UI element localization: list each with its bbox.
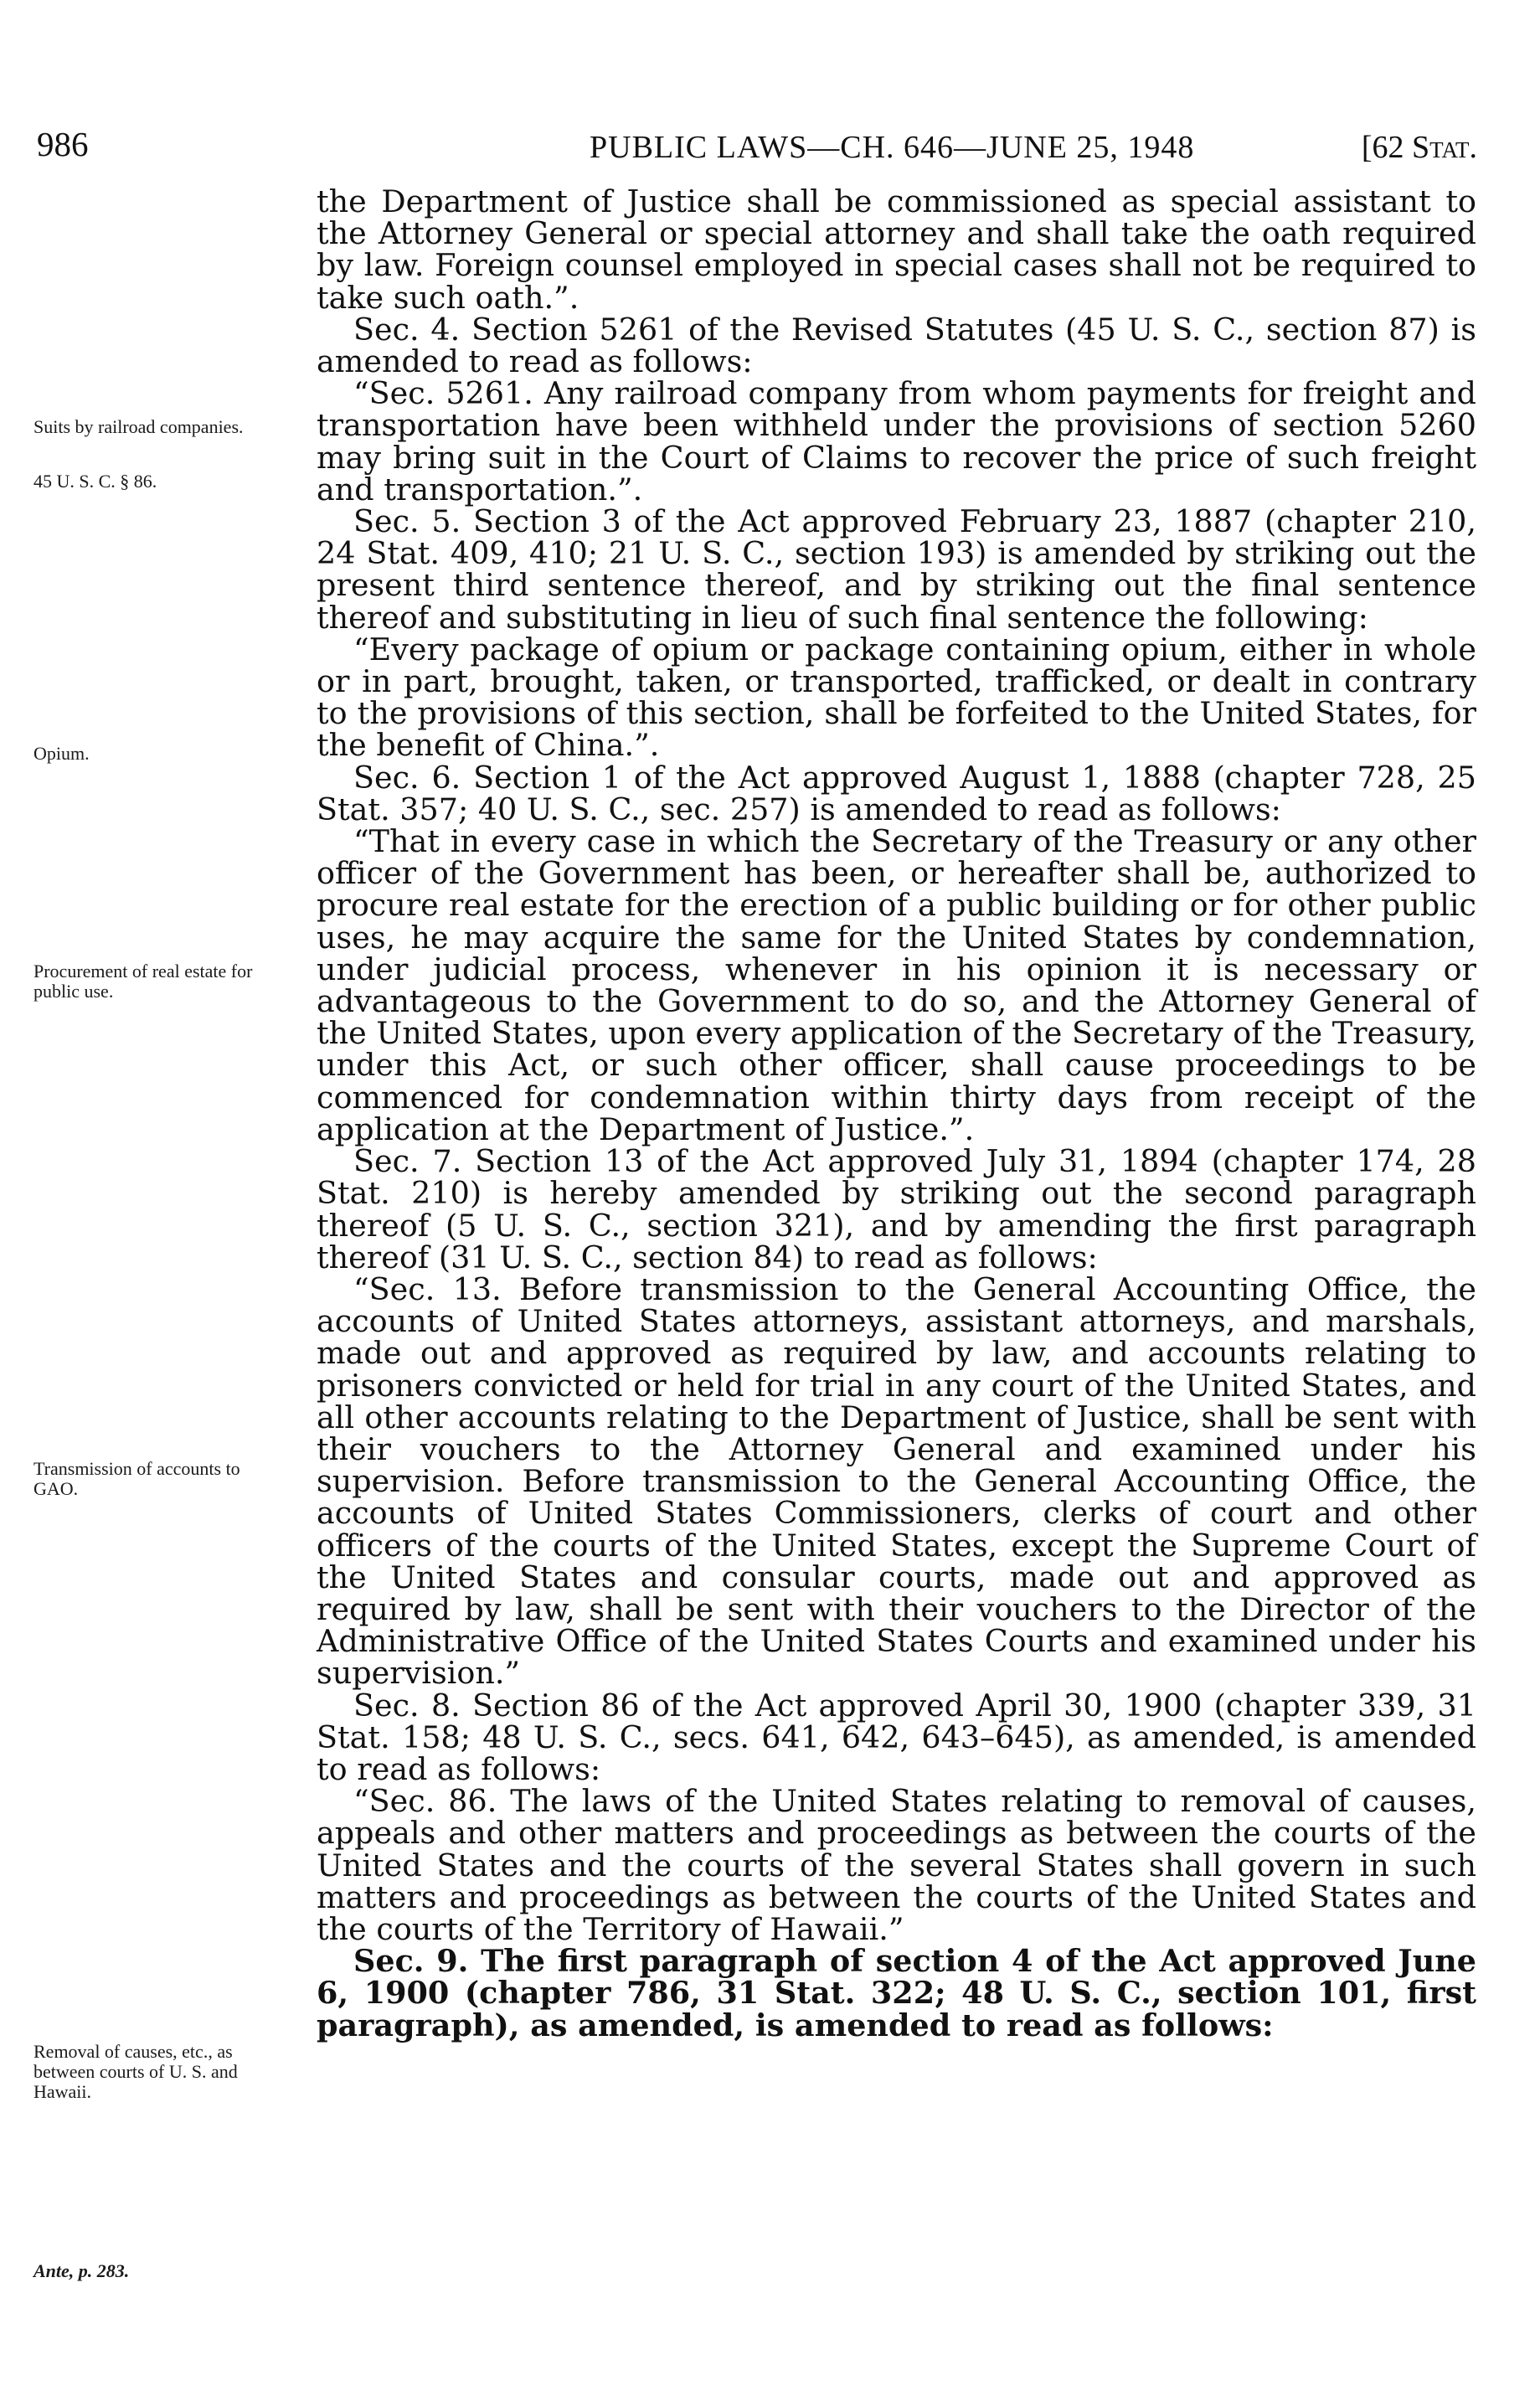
- quoted-paragraph: “Sec. 86. The laws of the United States relating to removal of causes, appeals and other matters and proceedings as between the courts of the United States and the courts of the several States shall govern in such matters and proceedings as between the courts of the United States and the courts of the Territory of Hawaii.”: [317, 1783, 1476, 1947]
- margin-note: Procurement of real estate for public use.: [33, 961, 253, 1002]
- margin-note: Transmission of accounts to GAO.: [33, 1458, 240, 1499]
- margin-note: 45 U. S. C. § 86.: [33, 471, 157, 492]
- paragraph: the Department of Justice shall be commissioned as special assistant to the Attorney General or special attorney and shall take the oath required by law. Foreign counsel employed in special cases shall not be required to take such oath.”.: [317, 183, 1476, 316]
- section-paragraph: Sec. 8. Section 86 of the Act approved April 30, 1900 (chapter 339, 31 Stat. 158; 48 U. S. C., secs. 641, 642, 643–645), as amended, is amended to read as follows:: [317, 1687, 1476, 1787]
- margin-note: Opium.: [33, 743, 90, 764]
- statute-body: [317, 183, 1476, 2043]
- page-number: 986: [37, 125, 89, 163]
- quoted-paragraph: “That in every case in which the Secretary of the Treasury or any other officer of the Government has been, or hereafter shall be, authorized to procure real estate for the erection of a public building or for other public uses, he may acquire the same for the United States by condemnation, under judicial process, whenever in his opinion it is necessary or advantageous to the Government to do so, and the Attorney General of the United States, upon every application of the Secretary of the Treasury, under this Act, or such other officer, shall cause proceedings to be commenced for condemnation within thirty days from receipt of the application at the Department of Justice.”.: [317, 823, 1476, 1147]
- section-paragraph: Sec. 6. Section 1 of the Act approved August 1, 1888 (chapter 728, 25 Stat. 357; 40 U. S. C., sec. 257) is amended to read as follows:: [317, 759, 1476, 827]
- volume-reference: [62 Stat.: [1361, 130, 1477, 165]
- running-header: [37, 124, 1477, 166]
- section-paragraph: Sec. 7. Section 13 of the Act approved July 31, 1894 (chapter 174, 28 Stat. 210) is hereby amended by striking out the second paragraph thereof (5 U. S. C., section 321), and by amending the first paragraph thereof (31 U. S. C., section 84) to read as follows:: [317, 1143, 1476, 1275]
- section-paragraph: Sec. 5. Section 3 of the Act approved February 23, 1887 (chapter 210, 24 Stat. 409, 410; 21 U. S. C., section 193) is amended by striking out the present third sentence thereof, and by striking out the final sentence thereof and substituting in lieu of such final sentence the following:: [317, 503, 1476, 636]
- margin-note: Removal of causes, etc., as between courts of U. S. and Hawaii.: [33, 2041, 238, 2102]
- quoted-paragraph: “Every package of opium or package containing opium, either in whole or in part, brought, taken, or transported, trafficked, or dealt in contrary to the provisions of this section, shall be forfeited to the United States, for the benefit of China.”.: [317, 631, 1476, 764]
- running-head: PUBLIC LAWS—CH. 646—JUNE 25, 1948: [590, 130, 1195, 165]
- margin-note: Suits by railroad companies.: [33, 416, 244, 437]
- section-paragraph: Sec. 4. Section 5261 of the Revised Statutes (45 U. S. C., section 87) is amended to read as follows:: [317, 311, 1476, 380]
- quoted-paragraph: “Sec. 13. Before transmission to the General Accounting Office, the accounts of United States attorneys, assistant attorneys, and marshals, made out and approved as required by law, and accounts relating to prisoners convicted or held for trial in any court of the United States, and all other accounts relating to the Department of Justice, shall be sent with their vouchers to the Attorney General and examined under his supervision. Before transmission to the General Accounting Office, the accounts of United States Commissioners, clerks of court and other officers of the courts of the United States, except the Supreme Court of the United States and consular courts, made out and approved as required by law, shall be sent with their vouchers to the Director of the Administrative Office of the United States Courts and examined under his supervision.”: [317, 1270, 1476, 1692]
- quoted-paragraph: “Sec. 5261. Any railroad company from whom payments for freight and transportation have been withheld under the provisions of section 5260 may bring suit in the Court of Claims to recover the price of such freight and transportation.”.: [317, 375, 1476, 508]
- margin-note: Ante, p. 283.: [33, 2260, 130, 2281]
- section-paragraph: Sec. 9. The first paragraph of section 4 of the Act approved June 6, 1900 (chapter 786, 31 Stat. 322; 48 U. S. C., section 101, first paragraph), as amended, is amended to read as follows:: [317, 1943, 1476, 2043]
